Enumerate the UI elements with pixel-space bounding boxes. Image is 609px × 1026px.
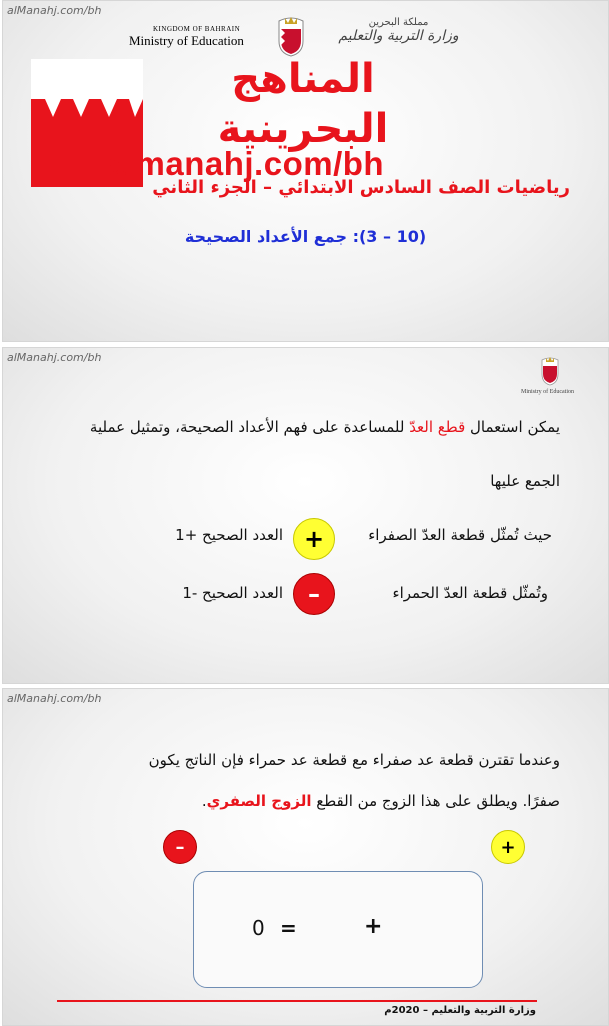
intro-post: للمساعدة على فهم الأعداد الصحيحة، وتمثيل عملية: [89, 418, 410, 436]
ministry-logo-caption: Ministry of Education: [521, 389, 574, 395]
ministry-header-en: [129, 25, 244, 49]
intro-line2: الجمع عليها: [490, 472, 560, 490]
kingdom-ar-label: مملكة البحرين: [368, 17, 429, 28]
course-title: رياضيات الصف السادس الابتدائي – الجزء الثاني: [152, 177, 570, 198]
kingdom-label: KINGDOM OF BAHRAIN: [153, 25, 241, 33]
site-url: almanahj.com/bh: [107, 145, 385, 182]
bahrain-emblem-icon: [275, 15, 307, 57]
red-counter-chip: –: [163, 830, 197, 864]
zero-pair-post: .: [201, 792, 207, 810]
yellow-counter-text: حيث تُمثّل قطعة العدّ الصفراء: [368, 526, 552, 544]
red-counter-chip: –: [293, 573, 335, 615]
zero-pair-pre: صفرًا. ويطلق على هذا الزوج من القطع: [311, 792, 560, 810]
zero-pair-line2: [20, 792, 560, 810]
ministry-ar-label: وزارة التربية والتعليم: [338, 28, 459, 44]
watermark: alManahj.com/bh: [7, 351, 102, 364]
ministry-en-label: Ministry of Education: [129, 33, 244, 48]
slide-title: [2, 0, 609, 342]
intro-pre: يمكن استعمال: [465, 418, 560, 436]
watermark: alManahj.com/bh: [7, 692, 102, 705]
brand-line1: المناهج: [231, 56, 375, 102]
brand-line2: البحرينية: [217, 106, 389, 152]
equation-equals: =: [280, 916, 297, 940]
equation-plus: +: [364, 914, 383, 939]
footer-text: وزارة التربية والتعليم – 2020م: [384, 1005, 536, 1016]
equation-box: [193, 871, 483, 988]
counters-highlight: قطع العدّ: [409, 418, 466, 436]
slide-zero-pair: [2, 688, 609, 1026]
yellow-counter-chip: +: [293, 518, 335, 560]
ministry-logo-icon: [539, 356, 561, 386]
yellow-counter-chip: +: [491, 830, 525, 864]
positive-one-label: العدد الصحيح +1: [175, 526, 283, 544]
lesson-title: (10 – 3): جمع الأعداد الصحيحة: [184, 227, 427, 246]
slide-counters-intro: [2, 347, 609, 684]
watermark: alManahj.com/bh: [7, 4, 102, 17]
red-counter-text: وتُمثّل قطعة العدّ الحمراء: [392, 584, 548, 602]
intro-paragraph: [40, 418, 560, 436]
equation-zero: 0: [252, 916, 265, 940]
zero-pair-highlight: الزوج الصفري: [206, 792, 312, 810]
negative-one-label: العدد الصحيح -1: [182, 584, 283, 602]
zero-pair-line1: وعندما تقترن قطعة عد صفراء مع قطعة عد حمراء فإن الناتج يكون: [148, 751, 560, 769]
footer-rule: [57, 1000, 537, 1002]
ministry-header-ar: [311, 17, 486, 44]
